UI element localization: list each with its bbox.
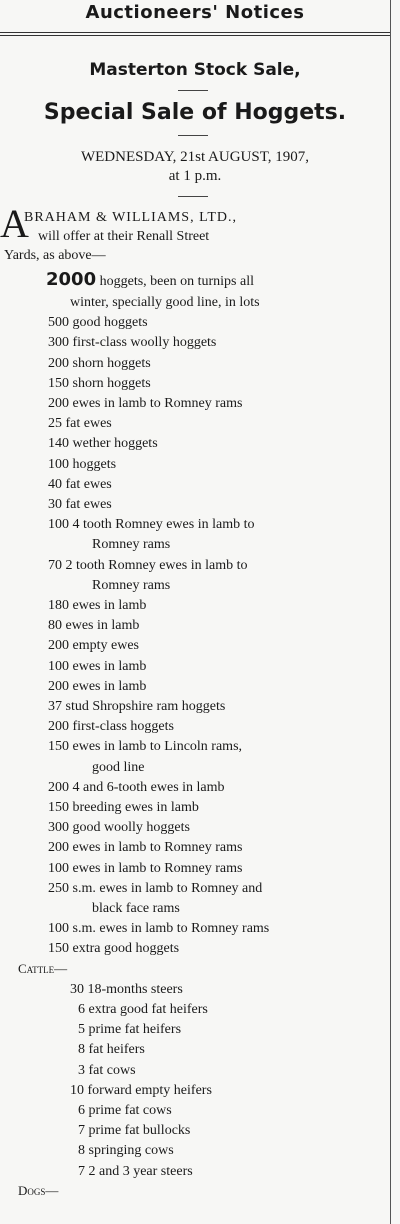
sale-date [0, 148, 390, 186]
sheep-lot [46, 270, 254, 291]
lot-quantity: 100 [48, 456, 69, 472]
lot-quantity: 150 [48, 739, 69, 755]
sheep-lot [48, 596, 146, 615]
lot-description: extra good fat heifers [85, 1002, 208, 1017]
lot-description: ewes in lamb [62, 618, 140, 634]
lot-description: prime fat heifers [85, 1022, 182, 1038]
intro-line-1: BRAHAM & WILLIAMS, LTD., [24, 210, 238, 225]
lot-quantity: 10 [70, 1082, 84, 1098]
lot-quantity: 500 [48, 315, 69, 331]
sheep-lot [48, 374, 151, 393]
cattle-lot [78, 1040, 145, 1059]
cattle-lot [78, 1000, 208, 1019]
lot-quantity: 100 [48, 921, 69, 937]
notice-subtitle: Special Sale of Hoggets. [43, 100, 347, 125]
lot-description: hoggets [69, 456, 117, 472]
lot-quantity: 200 [48, 638, 69, 654]
sheep-lot [48, 677, 146, 696]
lot-quantity: 150 [48, 375, 69, 391]
lot-quantity: 250 [48, 880, 69, 896]
lot-description: fat ewes [62, 476, 112, 492]
lot-description: good woolly hoggets [69, 820, 190, 836]
cattle-lot [78, 1101, 172, 1120]
notice-title: Masterton Stock Sale, [89, 60, 301, 80]
lot-quantity: 100 [48, 860, 69, 876]
cattle-lot [78, 1061, 136, 1080]
lot-description: ewes in lamb [69, 598, 147, 613]
sheep-lot [48, 495, 112, 514]
lot-quantity: 150 [48, 941, 69, 957]
sheep-lot [48, 859, 242, 878]
lot-description: forward empty heifers [84, 1082, 212, 1098]
lot-quantity: 200 [48, 355, 69, 371]
lot-description: first-class woolly hoggets [69, 335, 217, 351]
sheep-lot [48, 616, 139, 635]
sheep-lot [48, 657, 146, 676]
sale-time-line: at 1 p.m. [168, 168, 222, 184]
subtitle-dash [178, 135, 208, 136]
lot-quantity: 200 [48, 719, 69, 735]
sheep-lot [48, 919, 269, 938]
sheep-lot [48, 556, 247, 575]
cattle-lot [70, 1081, 212, 1100]
drop-cap: A [0, 201, 29, 246]
lot-quantity: 6 [78, 1002, 85, 1017]
lot-quantity: 200 [48, 840, 69, 856]
lot-quantity: 40 [48, 476, 62, 492]
sheep-lot [48, 414, 112, 433]
sheep-lot [48, 475, 112, 494]
cattle-lot [78, 1162, 193, 1181]
lot-description: good hoggets [69, 315, 148, 331]
lot-description: breeding ewes in lamb [69, 800, 199, 815]
cattle-lot [78, 1020, 181, 1039]
sheep-lot [48, 333, 216, 352]
lot-quantity: 150 [48, 800, 69, 815]
sheep-lot [48, 434, 158, 453]
sheep-lot [48, 737, 242, 756]
lot-description-continued: black face rams [92, 901, 180, 916]
sheep-lot [48, 313, 148, 332]
lot-quantity: 7 [78, 1123, 85, 1139]
sheep-lot [48, 354, 151, 373]
lot-description: 18-months steers [84, 981, 183, 997]
lot-quantity: 140 [48, 436, 69, 452]
lot-quantity: 200 [48, 678, 69, 694]
lot-description: ewes in lamb [69, 658, 147, 674]
lot-description-continued: Romney rams [92, 577, 171, 593]
lot-quantity: 3 [78, 1062, 85, 1078]
lot-quantity: 8 [78, 1042, 85, 1058]
lot-quantity: 300 [48, 820, 69, 836]
lot-quantity: 70 [48, 557, 62, 573]
cattle-heading: Cattle— [18, 960, 68, 976]
cattle-lot [70, 980, 183, 999]
lot-description: fat ewes [62, 497, 112, 512]
intro-line-2: will offer at their Renall Street [38, 229, 210, 244]
lot-quantity: 100 [48, 658, 69, 674]
lot-description: ewes in lamb to Romney rams [69, 840, 243, 856]
lot-quantity: 5 [78, 1022, 85, 1038]
dogs-heading: Dogs— [18, 1182, 59, 1198]
lot-description: prime fat bullocks [85, 1123, 191, 1139]
lot-description: fat cows [85, 1062, 136, 1078]
lot-description: 2 tooth Romney ewes in lamb to [62, 557, 248, 573]
lot-quantity: 7 [78, 1163, 85, 1179]
sheep-lot [48, 717, 174, 736]
lot-description: prime fat cows [85, 1103, 172, 1118]
lot-quantity: 200 [48, 396, 69, 411]
lot-description: fat ewes [62, 416, 112, 432]
lot-quantity: 180 [48, 598, 69, 613]
lot-description: shorn hoggets [69, 355, 151, 371]
sheep-lot [48, 838, 242, 857]
lot-description: ewes in lamb to Romney rams [69, 396, 243, 411]
lot-description: s.m. ewes in lamb to Romney rams [69, 921, 270, 937]
intro-line-3: Yards, as above— [4, 248, 106, 263]
lot-quantity: 8 [78, 1143, 85, 1159]
intro-text [24, 208, 390, 246]
lot-description-continued: Romney rams [92, 537, 171, 553]
lot-description: extra good hoggets [69, 941, 180, 957]
column-divider [390, 0, 391, 1224]
sheep-lot [48, 939, 179, 958]
lot-description: ewes in lamb to Romney rams [69, 860, 243, 876]
sheep-lot [48, 455, 116, 474]
lot-description: ewes in lamb [69, 678, 147, 694]
lot-quantity: 2000 [46, 269, 97, 290]
sheep-lot [48, 636, 139, 655]
lot-description: s.m. ewes in lamb to Romney and [69, 880, 263, 896]
lot-quantity: 6 [78, 1103, 85, 1118]
lot-quantity: 30 [48, 497, 62, 512]
lot-description-continued: winter, specially good line, in lots [70, 295, 260, 310]
lot-quantity: 30 [70, 981, 84, 997]
sheep-lot [48, 798, 199, 817]
sheep-lot [48, 697, 225, 716]
cattle-lot [78, 1121, 190, 1140]
lot-description: stud Shropshire ram hoggets [62, 699, 226, 714]
lot-description: 4 tooth Romney ewes in lamb to [69, 517, 255, 533]
lot-description: 4 and 6-tooth ewes in lamb [69, 779, 225, 795]
sale-date-line: WEDNESDAY, 21st AUGUST, 1907, [80, 149, 310, 165]
lot-quantity: 300 [48, 335, 69, 351]
lot-description: first-class hoggets [69, 719, 174, 735]
title-dash [178, 90, 208, 91]
lot-quantity: 80 [48, 618, 62, 634]
sheep-lot [48, 515, 254, 534]
sheep-lot [48, 879, 262, 898]
lot-description-continued: good line [92, 759, 145, 775]
sheep-lot [48, 818, 190, 837]
column-header: Auctioneers' Notices [85, 2, 305, 23]
lot-description: 2 and 3 year steers [85, 1163, 193, 1179]
sheep-lot [48, 778, 225, 797]
lot-description: empty ewes [69, 638, 139, 654]
lot-description: hoggets, been on turnips all [96, 274, 254, 289]
date-dash [178, 196, 208, 197]
sheep-lot [48, 394, 242, 413]
lot-description: fat heifers [85, 1042, 145, 1058]
lot-quantity: 100 [48, 517, 69, 533]
cattle-lot [78, 1141, 174, 1160]
lot-description: ewes in lamb to Lincoln rams, [69, 739, 243, 755]
lot-quantity: 25 [48, 416, 62, 432]
lot-description: shorn hoggets [69, 375, 151, 391]
header-rule [0, 32, 390, 33]
header-rule-2 [0, 35, 390, 36]
lot-description: springing cows [85, 1143, 174, 1159]
lot-description: wether hoggets [69, 436, 158, 452]
lot-quantity: 37 [48, 699, 62, 714]
lot-quantity: 200 [48, 779, 69, 795]
